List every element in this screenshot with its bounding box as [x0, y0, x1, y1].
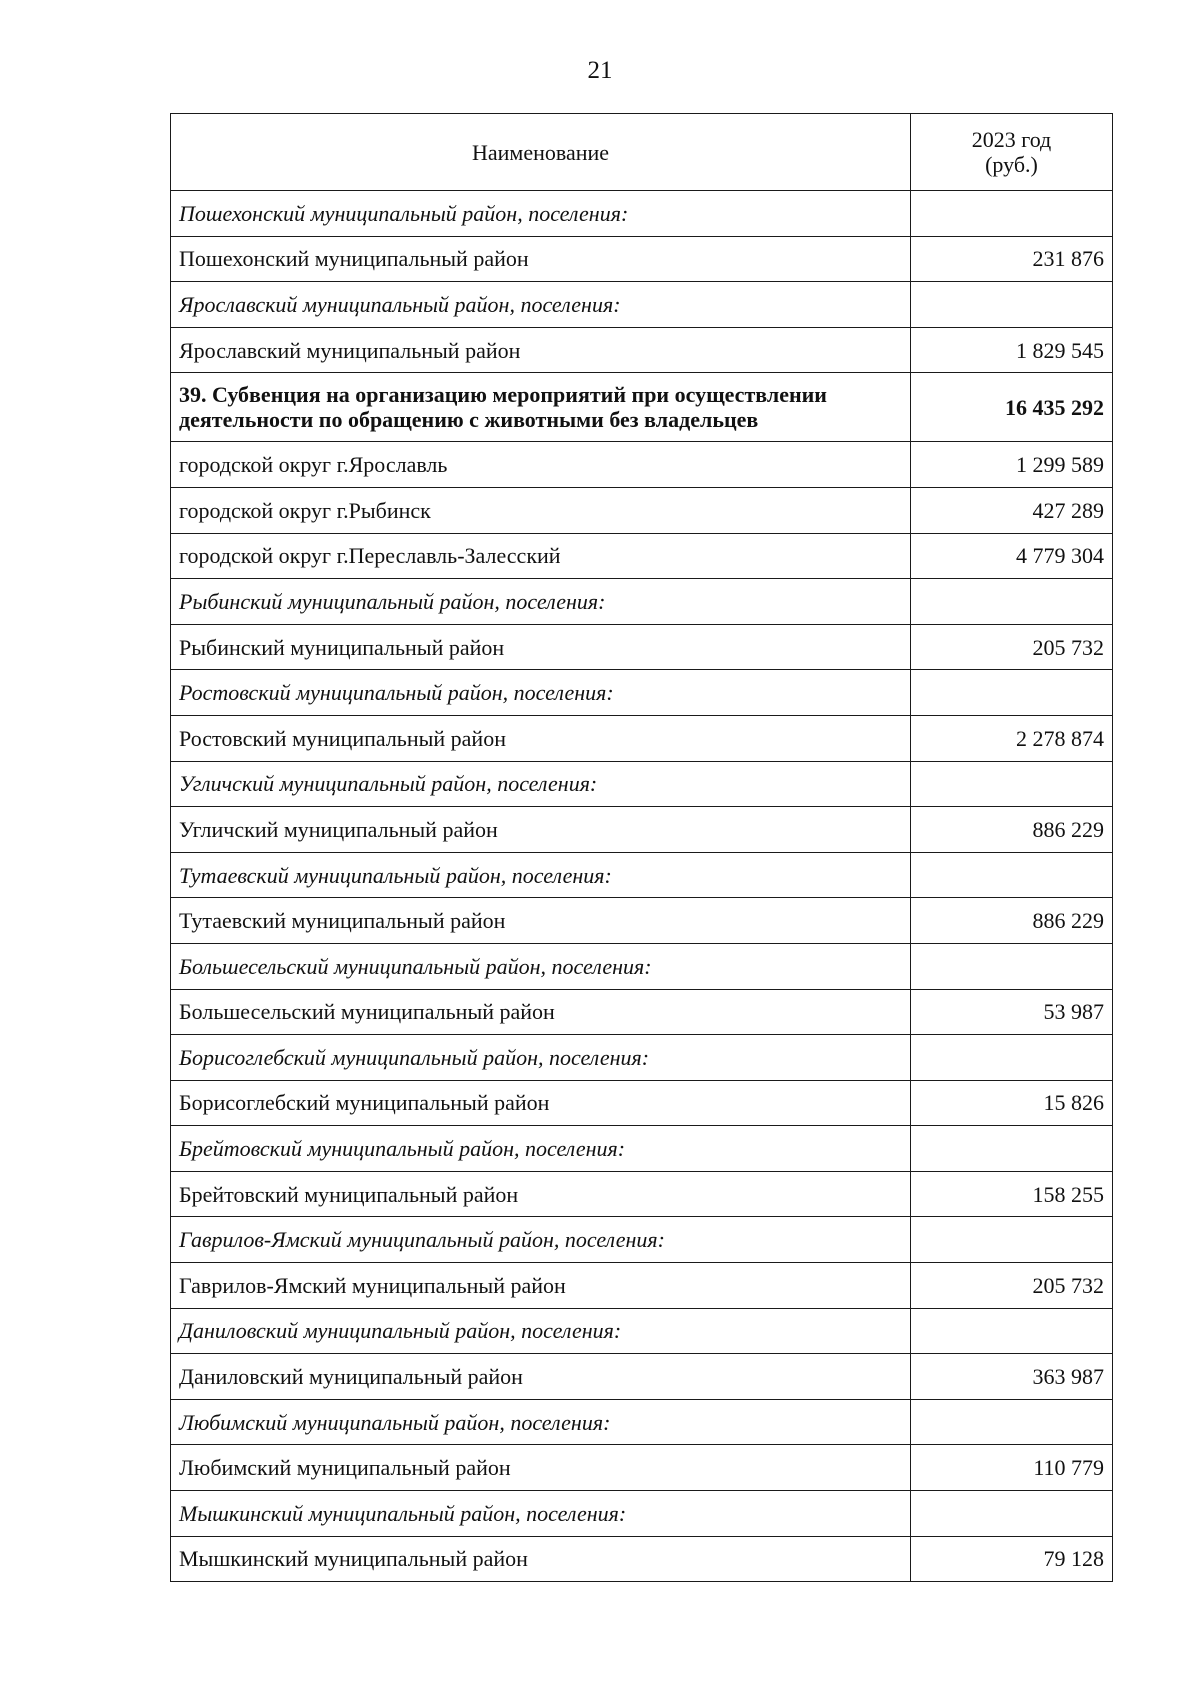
table-row: [171, 442, 1113, 488]
row-name-cell: Мышкинский муниципальный район: [171, 1536, 911, 1582]
column-header-value-unit: (руб.): [985, 152, 1038, 177]
table-row: [171, 1080, 1113, 1126]
row-name-cell: Угличский муниципальный район, поселения:: [171, 761, 911, 807]
row-name-cell: Любимский муниципальный район: [171, 1445, 911, 1491]
row-value-cell: 886 229: [911, 898, 1113, 944]
group-heading-row: [171, 1399, 1113, 1445]
group-heading-row: [171, 1491, 1113, 1537]
row-name-cell: Даниловский муниципальный район: [171, 1354, 911, 1400]
group-heading-row: [171, 191, 1113, 237]
column-header-name: Наименование: [171, 114, 911, 191]
table-row: [171, 715, 1113, 761]
row-value-cell: [911, 1217, 1113, 1263]
budget-table: [170, 113, 1113, 1582]
row-name-cell: Гаврилов-Ямский муниципальный район: [171, 1263, 911, 1309]
group-heading-row: [171, 1308, 1113, 1354]
table-row: [171, 1263, 1113, 1309]
group-heading-row: [171, 282, 1113, 328]
row-name-cell: Борисоглебский муниципальный район, поселения:: [171, 1035, 911, 1081]
group-heading-row: [171, 852, 1113, 898]
table-row: [171, 1536, 1113, 1582]
row-name-cell: Тутаевский муниципальный район: [171, 898, 911, 944]
row-name-cell: Рыбинский муниципальный район, поселения:: [171, 579, 911, 625]
row-name-cell: Пошехонский муниципальный район, поселения:: [171, 191, 911, 237]
row-value-cell: [911, 761, 1113, 807]
table-header-row: [171, 114, 1113, 191]
row-name-cell: городской округ г.Ярославль: [171, 442, 911, 488]
table-row: [171, 487, 1113, 533]
row-name-cell: Угличский муниципальный район: [171, 807, 911, 853]
row-name-cell: Пошехонский муниципальный район: [171, 236, 911, 282]
row-value-cell: [911, 852, 1113, 898]
table-row: [171, 327, 1113, 373]
row-value-cell: [911, 579, 1113, 625]
row-name-cell: Брейтовский муниципальный район: [171, 1171, 911, 1217]
row-name-cell: городской округ г.Рыбинск: [171, 487, 911, 533]
table-header: [171, 114, 1113, 191]
row-name-cell: Тутаевский муниципальный район, поселения:: [171, 852, 911, 898]
row-value-cell: 1 299 589: [911, 442, 1113, 488]
table-row: [171, 624, 1113, 670]
row-value-cell: 2 278 874: [911, 715, 1113, 761]
group-heading-row: [171, 1217, 1113, 1263]
table-row: [171, 1445, 1113, 1491]
row-value-cell: 158 255: [911, 1171, 1113, 1217]
row-value-cell: 205 732: [911, 1263, 1113, 1309]
row-value-cell: [911, 1308, 1113, 1354]
row-value-cell: 4 779 304: [911, 533, 1113, 579]
group-heading-row: [171, 1035, 1113, 1081]
row-value-cell: 16 435 292: [911, 373, 1113, 442]
row-value-cell: 79 128: [911, 1536, 1113, 1582]
row-value-cell: [911, 670, 1113, 716]
table-row: [171, 236, 1113, 282]
row-value-cell: [911, 1126, 1113, 1172]
row-value-cell: [911, 191, 1113, 237]
row-name-cell: Гаврилов-Ямский муниципальный район, поселения:: [171, 1217, 911, 1263]
row-name-cell: Ярославский муниципальный район: [171, 327, 911, 373]
row-value-cell: [911, 1035, 1113, 1081]
row-value-cell: 110 779: [911, 1445, 1113, 1491]
table-row: [171, 989, 1113, 1035]
row-name-cell: Брейтовский муниципальный район, поселения:: [171, 1126, 911, 1172]
group-heading-row: [171, 761, 1113, 807]
row-value-cell: 231 876: [911, 236, 1113, 282]
table-row: [171, 533, 1113, 579]
row-name-cell: Ростовский муниципальный район, поселения:: [171, 670, 911, 716]
page-number: 21: [587, 57, 613, 84]
row-value-cell: [911, 1491, 1113, 1537]
row-name-cell: Даниловский муниципальный район, поселения:: [171, 1308, 911, 1354]
row-name-cell: Борисоглебский муниципальный район: [171, 1080, 911, 1126]
group-heading-row: [171, 943, 1113, 989]
group-heading-row: [171, 579, 1113, 625]
table-row: [171, 807, 1113, 853]
row-name-cell: Ярославский муниципальный район, поселения:: [171, 282, 911, 328]
row-name-cell: городской округ г.Переславль-Залесский: [171, 533, 911, 579]
row-value-cell: 53 987: [911, 989, 1113, 1035]
row-value-cell: [911, 282, 1113, 328]
column-header-value-year: 2023 год: [971, 127, 1052, 152]
table-row: [171, 898, 1113, 944]
row-value-cell: [911, 1399, 1113, 1445]
group-heading-row: [171, 1126, 1113, 1172]
section-total-row: [171, 373, 1113, 442]
row-value-cell: 886 229: [911, 807, 1113, 853]
row-value-cell: 1 829 545: [911, 327, 1113, 373]
table-row: [171, 1354, 1113, 1400]
column-header-value: [911, 114, 1113, 191]
group-heading-row: [171, 670, 1113, 716]
row-name-cell: Рыбинский муниципальный район: [171, 624, 911, 670]
row-name-cell: Ростовский муниципальный район: [171, 715, 911, 761]
row-name-cell: Мышкинский муниципальный район, поселения:: [171, 1491, 911, 1537]
row-name-cell: Большесельский муниципальный район, поселения:: [171, 943, 911, 989]
row-name-cell: 39. Субвенция на организацию мероприятий при осуществлении деятельности по обращению с животными без владельцев: [171, 373, 911, 442]
row-value-cell: [911, 943, 1113, 989]
row-value-cell: 205 732: [911, 624, 1113, 670]
row-name-cell: Любимский муниципальный район, поселения:: [171, 1399, 911, 1445]
table-row: [171, 1171, 1113, 1217]
row-value-cell: 427 289: [911, 487, 1113, 533]
row-name-cell: Большесельский муниципальный район: [171, 989, 911, 1035]
row-value-cell: 15 826: [911, 1080, 1113, 1126]
row-value-cell: 363 987: [911, 1354, 1113, 1400]
table-body: [171, 191, 1113, 1582]
